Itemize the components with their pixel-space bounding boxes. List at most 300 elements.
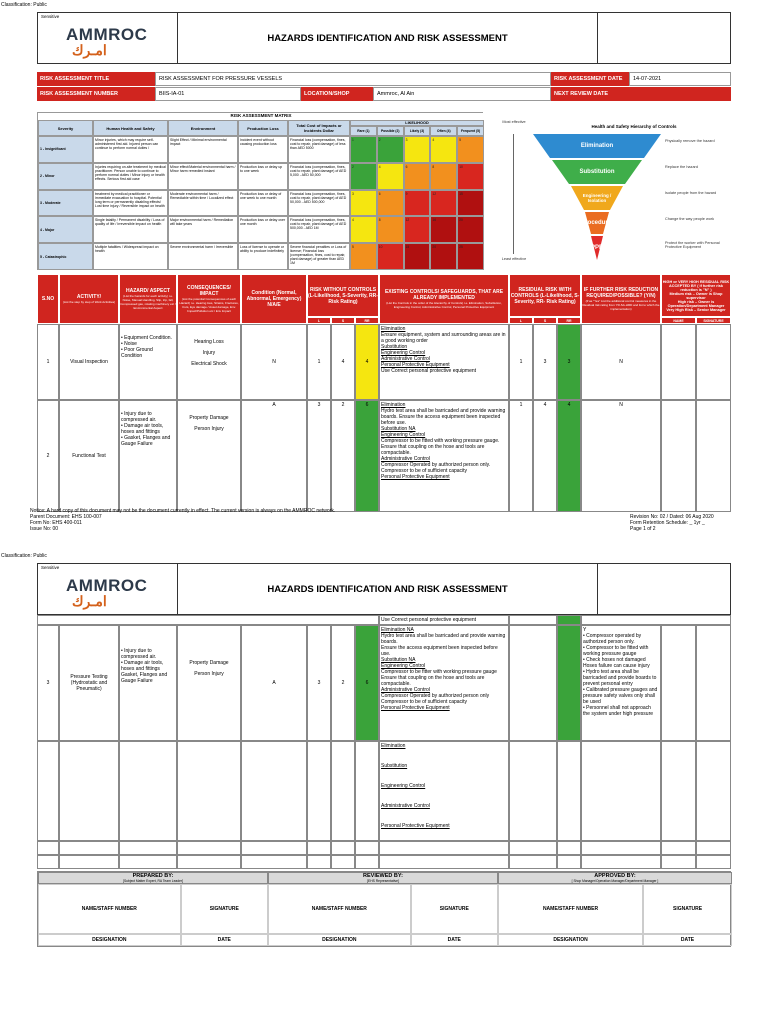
empty-cell-5 [307, 741, 331, 841]
logo-cell [38, 13, 178, 63]
spacer-cell [379, 841, 509, 855]
control-line: Substitution NA [381, 657, 416, 663]
l-value: 3 [317, 680, 321, 686]
prepared-date-field[interactable]: DATE [181, 934, 268, 946]
risk-score-cell: 6 [404, 163, 431, 190]
risk-score-cell: 8 [430, 163, 457, 190]
empty-right-2 [581, 741, 661, 841]
header-further [581, 274, 661, 324]
row-sno [37, 324, 59, 400]
hierarchy-level-1: Substitution [579, 169, 615, 175]
row-l [307, 400, 331, 512]
spacer-cell [177, 855, 241, 869]
control-text: Use Correct personal protective equipment [381, 368, 477, 374]
risk-score-cell: 25 [457, 243, 484, 270]
ammroc-logo: AMMROC [66, 25, 148, 44]
ammroc-logo-arabic-2: امـرك [72, 593, 107, 609]
reviewed-header [268, 872, 498, 884]
sub-res-l: L [509, 317, 533, 324]
header-sno [37, 274, 59, 324]
control-heading: Engineering Control [381, 432, 426, 438]
rr-value: 6 [365, 402, 369, 408]
control-line: Elimination NA [381, 627, 414, 633]
control-line: Ensure that coupling on the hose and tools are compactable. [381, 675, 485, 687]
row3-s [331, 625, 355, 741]
further-item: • Personnel shall not approach the system under high pressure [583, 705, 654, 717]
approved-title: APPROVED BY: [594, 873, 636, 879]
prepared-designation-field[interactable]: DESIGNATION [38, 934, 181, 946]
row-s [331, 400, 355, 512]
control-heading: Engineering Control [381, 350, 426, 356]
signature-block [37, 871, 731, 947]
sno-text: 2 [46, 453, 50, 459]
control-line: Compressor Operated by authorized person only [381, 693, 490, 699]
review-label: NEXT REVIEW DATE [551, 87, 731, 101]
spacer-cell [557, 855, 581, 869]
hierarchy-note-1: Replace the hazard [665, 165, 698, 169]
prepared-name-field[interactable]: NAME/STAFF NUMBER [38, 884, 181, 934]
reviewed-designation-field[interactable]: DESIGNATION [268, 934, 411, 946]
hierarchy-of-controls [497, 112, 731, 270]
risk-score-cell: 9 [404, 190, 431, 217]
spacer-cell [509, 855, 557, 869]
matrix-cell-hhs: treatment by medical practitioner or immediate evacuation to hospital. Potential long term or permanently disabling effects/ Lost time injury / Reversible impact on health [93, 190, 168, 217]
matrix-cell-prod: Incident event without causing production loss [238, 136, 288, 163]
carry-right [581, 615, 731, 625]
further-item: • Compressor to be fitted with working pressure gauge [583, 645, 649, 657]
control-heading: Elimination [381, 402, 406, 408]
number-value: BIIS-IA-01 [155, 87, 301, 101]
row3-res-rr [557, 625, 581, 741]
header-residual-title: RESIDUAL RISK WITH CONTROLS (L-Likelihood, S-Severity, RR- Risk Rating) [510, 286, 580, 305]
spacer-cell [661, 841, 696, 855]
revision-number: Revision No: 02 / Dated: 06 Aug 2020 [630, 514, 714, 520]
matrix-cell-cost: Financial loss (compensation, fines, cost to repair, plant damage) of AED 500,000 - AED 1M [288, 216, 350, 243]
title-value: RISK ASSESSMENT FOR PRESSURE VESSELS [155, 72, 551, 86]
risk-score-cell: 12 [430, 190, 457, 217]
likelihood-level: Rare (1) [350, 126, 377, 136]
sno-text: 3 [46, 680, 50, 686]
carry-left [37, 615, 379, 625]
matrix-cell-sev: 2 - Minor [38, 163, 93, 190]
risk-score-cell: 1 [350, 136, 377, 163]
s-value: 2 [341, 402, 345, 408]
likelihood-header: LIKELIHOOD [350, 120, 484, 126]
row3-consequences [177, 625, 241, 741]
control-heading: Administrative Control [381, 356, 430, 362]
carry-control [379, 615, 509, 625]
page-2-table [37, 615, 731, 871]
spacer-cell [37, 841, 59, 855]
header-residual [509, 274, 581, 317]
row-condition [241, 400, 307, 512]
spacer-cell [59, 855, 119, 869]
info-block [37, 72, 731, 102]
retention-schedule: Form Retention Schedule: _ 1yr _ [630, 520, 705, 526]
header-existing-subtitle: (List the Controls in the order of the Hierarchy of Controls) i.e. Elimination, Substitution, Engineering Control, Administrative Control, Personal Protective Equipment [386, 301, 502, 309]
carry-text: Use Correct personal protective equipment [381, 617, 477, 623]
sub-res-rr: RR [557, 317, 581, 324]
row-s [331, 324, 355, 400]
page-1 [30, 12, 731, 542]
control-line: Administrative Control [381, 687, 430, 693]
spacer-cell [59, 841, 119, 855]
row3-rr [355, 625, 379, 741]
reviewed-subtitle: [EHS Representative] [367, 879, 399, 883]
matrix-cell-hhs: Injuries requiring on-site treatment by medical practitioner. Person unable to continue to perform normal duties / Minor injury or health effects. Serious first aid case [93, 163, 168, 190]
table-header [37, 274, 731, 324]
matrix-cell-sev: 4 - Major [38, 216, 93, 243]
empty-right-0 [509, 741, 557, 841]
s-value: 4 [341, 359, 345, 365]
matrix-cell-env: Severe environmental harm / Irreversible [168, 243, 238, 270]
row-res-s [533, 400, 557, 512]
sensitivity-label: Sensitive [41, 14, 60, 19]
further-item: • Hydro test area shall be barricaded and provide boards to prevent personal entry [583, 669, 657, 687]
row-res-rr [557, 400, 581, 512]
matrix-cell-hhs: Multiple fatalities / Widespread impact on health [93, 243, 168, 270]
approved-header [498, 872, 732, 884]
further-flag: Y [583, 627, 587, 633]
hazard-item: • Equipment Condition. [121, 335, 172, 341]
carry-rr [557, 615, 581, 625]
approved-name-field[interactable]: NAME/STAFF NUMBER [498, 884, 643, 934]
row-controls [379, 400, 509, 512]
header-activity-title: ACTIVITY/ [76, 294, 102, 300]
res-s-value: 4 [543, 402, 547, 408]
table-body [37, 324, 731, 512]
empty-cell-0 [37, 741, 59, 841]
condition-text: N [272, 359, 276, 365]
header-risk-without-title: RISK WITHOUT CONTROLS (L-Likelihood, S-Severity, RR- Risk Rating) [308, 286, 378, 305]
control-text: Compressor Operated by authorized person only. Compressor to be of sufficient capacity [381, 462, 491, 474]
matrix-cell-sev: 1 - Insignificant [38, 136, 93, 163]
reviewed-name-field[interactable]: NAME/STAFF NUMBER [268, 884, 411, 934]
l-value: 1 [317, 359, 321, 365]
matrix-header: Human Health and Safety [93, 120, 168, 136]
risk-score-cell: 20 [457, 216, 484, 243]
approved-signature-field[interactable]: SIGNATURE [643, 884, 732, 934]
header-accepted [661, 274, 731, 317]
row-rr [355, 324, 379, 400]
row3-signature [696, 625, 731, 741]
row3-controls [379, 625, 509, 741]
activity-text: Functional Test [72, 453, 106, 459]
row-hazards [119, 324, 177, 400]
control-line: Engineering Control [381, 663, 426, 669]
spacer-cell [696, 841, 731, 855]
consequence-item: Injury [202, 350, 216, 356]
header-accepted-accepted_l3: Very High Risk – Senior Manager [666, 307, 726, 312]
consequence-item: Person Injury [194, 426, 224, 432]
hierarchy-note-2: Isolate people from the hazard [665, 191, 717, 195]
consequence-item: Person Injury [194, 671, 224, 677]
spacer-cell [696, 855, 731, 869]
spacer-cell [581, 855, 661, 869]
row-activity [59, 324, 119, 400]
matrix-cell-env: Minor effect/Material environmental harm / Minor harm remedied instant [168, 163, 238, 190]
empty-right-3 [661, 741, 696, 841]
header-further-subtitle: (If as "Yes" List the additional control measures in the Residual risk rating from YR-SA-HRD and list to which the implementation) [582, 299, 660, 311]
further-value: N [619, 359, 623, 365]
risk-score-cell: 4 [430, 136, 457, 163]
header-accepted-accepted_l1: Medium risk – Owner is Shop supervisor [669, 291, 723, 300]
row-condition [241, 324, 307, 400]
matrix-cell-cost: Financial loss (compensation, fines, cost to repair, plant damage) of less than AED 5000 [288, 136, 350, 163]
matrix-cell-sev: 5 - Catastrophic [38, 243, 93, 270]
spacer-cell [581, 841, 661, 855]
hierarchy-level-3: Procedural [581, 220, 613, 226]
control-line: Compressor to be fitter with working pressure gauge [381, 669, 497, 675]
risk-score-cell: 20 [430, 243, 457, 270]
row3-sno [37, 625, 59, 741]
row3-name [661, 625, 696, 741]
further-item: • Compressor operated by authorized person only. [583, 633, 642, 645]
hazard-item: • Gasket, Flanges and Gauge Failure [121, 435, 171, 447]
row-hazards [119, 400, 177, 512]
consequence-item: Electrical Shock [191, 361, 227, 367]
approved-date-field[interactable]: DATE [643, 934, 732, 946]
header-accepted-accepted: HIGH or VERY HIGH RESIDUAL RISK ACCEPTED BY ( if further risk reduction is "N" ) [662, 279, 730, 292]
likelihood-level: Possible (2) [377, 126, 404, 136]
matrix-cell-cost: Financial loss (compensation, fines, cost to repair, plant damage) of AED 5,000 - AED 50,000 [288, 163, 350, 190]
risk-score-cell: 2 [377, 136, 404, 163]
date-label: RISK ASSESSMENT DATE [551, 72, 629, 86]
hazard-item: • Damage air tools, hoses and fittings [121, 423, 164, 435]
header-hazard-subtitle: (List the hazards for each activity) i.e. Noise, Manual Handling, Slip, trip, fall, Compressed gas, rotating machinery etc / Environmental Aspect [120, 294, 176, 310]
row-res-rr [557, 324, 581, 400]
effectiveness-arrow [513, 134, 514, 254]
spacer-cell [355, 855, 379, 869]
parent-document: Parent Document: EHS 100-007 [30, 514, 102, 520]
header-accepted-accepted_l2: High risk – Owner is Operation/Department Manager [667, 299, 725, 308]
row-res-l [509, 324, 533, 400]
sub-signature: SIGNATURE [696, 317, 731, 324]
further-item: • Calibrated pressure gauges and pressure safety valves only shall be used [583, 687, 658, 705]
res-s-value: 3 [543, 359, 547, 365]
reviewed-signature-field[interactable]: SIGNATURE [411, 884, 498, 934]
reviewed-title: REVIEWED BY: [363, 873, 403, 879]
sub-s: S [331, 317, 355, 324]
empty-cell-1 [59, 741, 119, 841]
row3-further [581, 625, 661, 741]
spacer-cell [37, 855, 59, 869]
control-text: Compressor to be fitted with working pressure gauge. Ensure that coupling on the hose and tools are compactable. [381, 438, 500, 456]
risk-score-cell: 4 [377, 163, 404, 190]
control-line: Personal Protective Equipment [381, 705, 450, 711]
res-l-value: 1 [519, 359, 523, 365]
matrix-cell-env: Major environmental harm / Remediation will take years [168, 216, 238, 243]
header-condition-title: Condition (Normal, Abnormal, Emergency) N/A/E [246, 290, 302, 308]
row-controls [379, 324, 509, 400]
row3-activity [59, 625, 119, 741]
row-l [307, 324, 331, 400]
row-sno [37, 400, 59, 512]
matrix-header: Environment [168, 120, 238, 136]
header-consequence-subtitle: (List the potential Consequences of each Hazard) i.e. Hearing loss, Strains, Fractures, Cuts, Eye damage / Asset damage, Env. Impact/Pollution etc / Env Impact [179, 297, 239, 313]
control-heading: Substitution [381, 344, 408, 350]
number-label: RISK ASSESSMENT NUMBER [37, 87, 155, 101]
further-value: N [619, 402, 623, 408]
header-existing-title: EXISTING CONTROLS/ SAFEGUARDS, THAT ARE ALREADY IMPLEMENTED [384, 289, 504, 301]
activity-text: Visual Inspection [70, 359, 108, 365]
matrix-cell-env: Moderate environmental harm / Remediable within time / Localized effect [168, 190, 238, 217]
header-risk-without [307, 274, 379, 317]
control-heading: Elimination [381, 743, 406, 749]
row-res-s [533, 324, 557, 400]
header-further-title: IF FURTHER RISK REDUCTION REQUIRED/POSSIBLE? (Y/N) [583, 287, 659, 299]
document-title: HAZARDS IDENTIFICATION AND RISK ASSESSMENT [178, 13, 598, 63]
risk-score-cell: 10 [457, 163, 484, 190]
hazard-item: • Poor Ground Condition [121, 347, 153, 359]
matrix-grid [38, 120, 484, 270]
least-effective-label: Least effective [501, 257, 527, 261]
prepared-header [38, 872, 268, 884]
spacer-cell [307, 841, 331, 855]
prepared-signature-field[interactable]: SIGNATURE [181, 884, 268, 934]
prepared-subtitle: [Subject Matter Expert, RA Team Leader] [123, 879, 183, 883]
row-consequences [177, 324, 241, 400]
consequence-item: Hearing Loss [194, 339, 224, 345]
matrix-header: Severity [38, 120, 93, 136]
hazard-item: • Damage air tools, hoses and fittings Gasket, Flanges and Gauge Failure [121, 660, 168, 684]
hazard-item: • Noise [121, 341, 137, 347]
page-number: Page 1 of 2 [630, 526, 656, 532]
row3-hazards [119, 625, 177, 741]
approved-designation-field[interactable]: DESIGNATION [498, 934, 643, 946]
risk-score-cell: 15 [404, 243, 431, 270]
header-hazard-title: HAZARD/ ASPECT [126, 288, 170, 294]
issue-number: Issue No: 00 [30, 526, 59, 532]
row3-condition [241, 625, 307, 741]
control-heading: Personal Protective Equipment [381, 474, 450, 480]
sub-name: NAME [661, 317, 696, 324]
location-label: LOCATION/SHOP [301, 87, 373, 101]
row-further [581, 324, 661, 400]
classification-label-2: Classification: Public [1, 553, 47, 559]
hazard-item: • Injury due to compressed air. [121, 648, 157, 660]
likelihood-level: Likely (3) [404, 126, 431, 136]
matrix-cell-sev: 3 - Moderate [38, 190, 93, 217]
matrix-cell-prod: Loss of license to operate or ability to produce indefinitely [238, 243, 288, 270]
hierarchy-level-4: PPE [590, 245, 603, 251]
sensitivity-label-2: Sensitive [41, 565, 60, 570]
prepared-title: PREPARED BY: [132, 873, 174, 879]
matrix-title: RISK ASSESSMENT MATRIX [38, 113, 484, 120]
further-item: • Check hoses not damaged Hoses failure can cause injury [583, 657, 650, 669]
sno-text: 1 [46, 359, 50, 365]
empty-cell-7 [355, 741, 379, 841]
spacer-cell [509, 841, 557, 855]
likelihood-level: Often (4) [430, 126, 457, 136]
sub-res-s: S [533, 317, 557, 324]
matrix-cell-env: Slight Effect / Minimal environmental impact [168, 136, 238, 163]
control-heading: Elimination [381, 326, 406, 332]
spacer-cell [307, 855, 331, 869]
control-heading: Personal Protective Equipment [381, 823, 450, 829]
row3-res [509, 625, 557, 741]
document-header [37, 12, 731, 64]
spacer-cell [379, 855, 509, 869]
risk-score-cell: 4 [350, 216, 377, 243]
most-effective-label: Most effective [502, 120, 526, 124]
page-1-footer [30, 508, 730, 532]
page-2 [37, 563, 731, 948]
date-value: 14-07-2021 [629, 72, 731, 86]
header-activity [59, 274, 119, 324]
res-l-value: 1 [519, 402, 523, 408]
header-consequence-title: CONSEQUENCES/ IMPACT [187, 285, 231, 297]
control-heading: Personal Protective Equipment [381, 362, 450, 368]
header-activity-subtitle: (List the step by step of Work Activities) [62, 300, 116, 304]
row-signature [696, 324, 731, 400]
hierarchy-level-0: Elimination [580, 143, 614, 149]
approved-subtitle: [ Shop Manager/Operation Manager/Department Manager ] [571, 879, 659, 883]
document-header-2 [37, 563, 731, 615]
notice-text: Notice: A hard copy of this document may not be the document currently in effect. The current version is always on the AMMROC network. [30, 508, 336, 514]
logo-cell-2 [38, 564, 178, 614]
title-label: RISK ASSESSMENT TITLE [37, 72, 155, 86]
res-rr-value: 3 [567, 359, 571, 365]
sub-rr: RR [355, 317, 379, 324]
empty-right-4 [696, 741, 731, 841]
header-existing [379, 274, 509, 324]
matrix-cell-prod: Production loss or delay up to one week [238, 163, 288, 190]
control-text: Hydro test area shall be barricaded and provide warning boards. Ensure the access equipment been inspected before use. [381, 408, 506, 426]
control-heading: Engineering Control [381, 783, 426, 789]
control-text: Ensure equipment, system and surrounding areas are in a good working order [381, 332, 506, 344]
matrix-cell-prod: Production loss or delay over one month [238, 216, 288, 243]
header-condition [241, 274, 307, 324]
ammroc-logo-2: AMMROC [66, 576, 148, 595]
row-name [661, 324, 696, 400]
matrix-cell-hhs: Single fatality / Permanent disability / Loss of quality of life / Irreversible impact on health [93, 216, 168, 243]
reviewed-date-field[interactable]: DATE [411, 934, 498, 946]
hierarchy-note-4: Protect the worker with Personal Protective Equipment [665, 241, 720, 249]
spacer-cell [241, 841, 307, 855]
hierarchy-level-2: Engineering / Isolation [582, 193, 612, 203]
row-name [661, 400, 696, 512]
consequence-item: Property Damage [189, 660, 229, 666]
form-number: Form No: EHS 400-011 [30, 520, 82, 526]
risk-score-cell: 12 [404, 216, 431, 243]
row-further [581, 400, 661, 512]
matrix-cell-cost: Severe financial penalties or Loss of license; Financial loss (compensation, fines, cost to repair, plant damage) of greater than AED 1M [288, 243, 350, 270]
matrix-cell-hhs: Minor injuries, which may require self-administered first aid. Injured person can continue to perform normal duties / [93, 136, 168, 163]
s-value: 2 [341, 680, 345, 686]
risk-score-cell: 6 [377, 190, 404, 217]
l-value: 3 [317, 402, 321, 408]
classification-label: Classification: Public [1, 2, 47, 8]
spacer-cell [119, 841, 177, 855]
header-consequence [177, 274, 241, 324]
matrix-header: Total Cost of Impacts or Incidents Dollar [288, 120, 350, 136]
hierarchy-note-0: Physically remove the hazard [665, 139, 715, 143]
rr-value: 4 [365, 359, 369, 365]
empty-cell-6 [331, 741, 355, 841]
sub-l: L [307, 317, 331, 324]
header-sno-title: S.NO [41, 296, 55, 302]
risk-score-cell: 5 [350, 243, 377, 270]
likelihood-level: Frequent (5) [457, 126, 484, 136]
spacer-cell [241, 855, 307, 869]
risk-score-cell: 16 [430, 216, 457, 243]
hazard-item: • Injury due to compressed air. [121, 411, 157, 423]
carry-res [509, 615, 557, 625]
spacer-cell [557, 841, 581, 855]
risk-score-cell: 15 [457, 190, 484, 217]
condition-text: A [272, 402, 276, 408]
